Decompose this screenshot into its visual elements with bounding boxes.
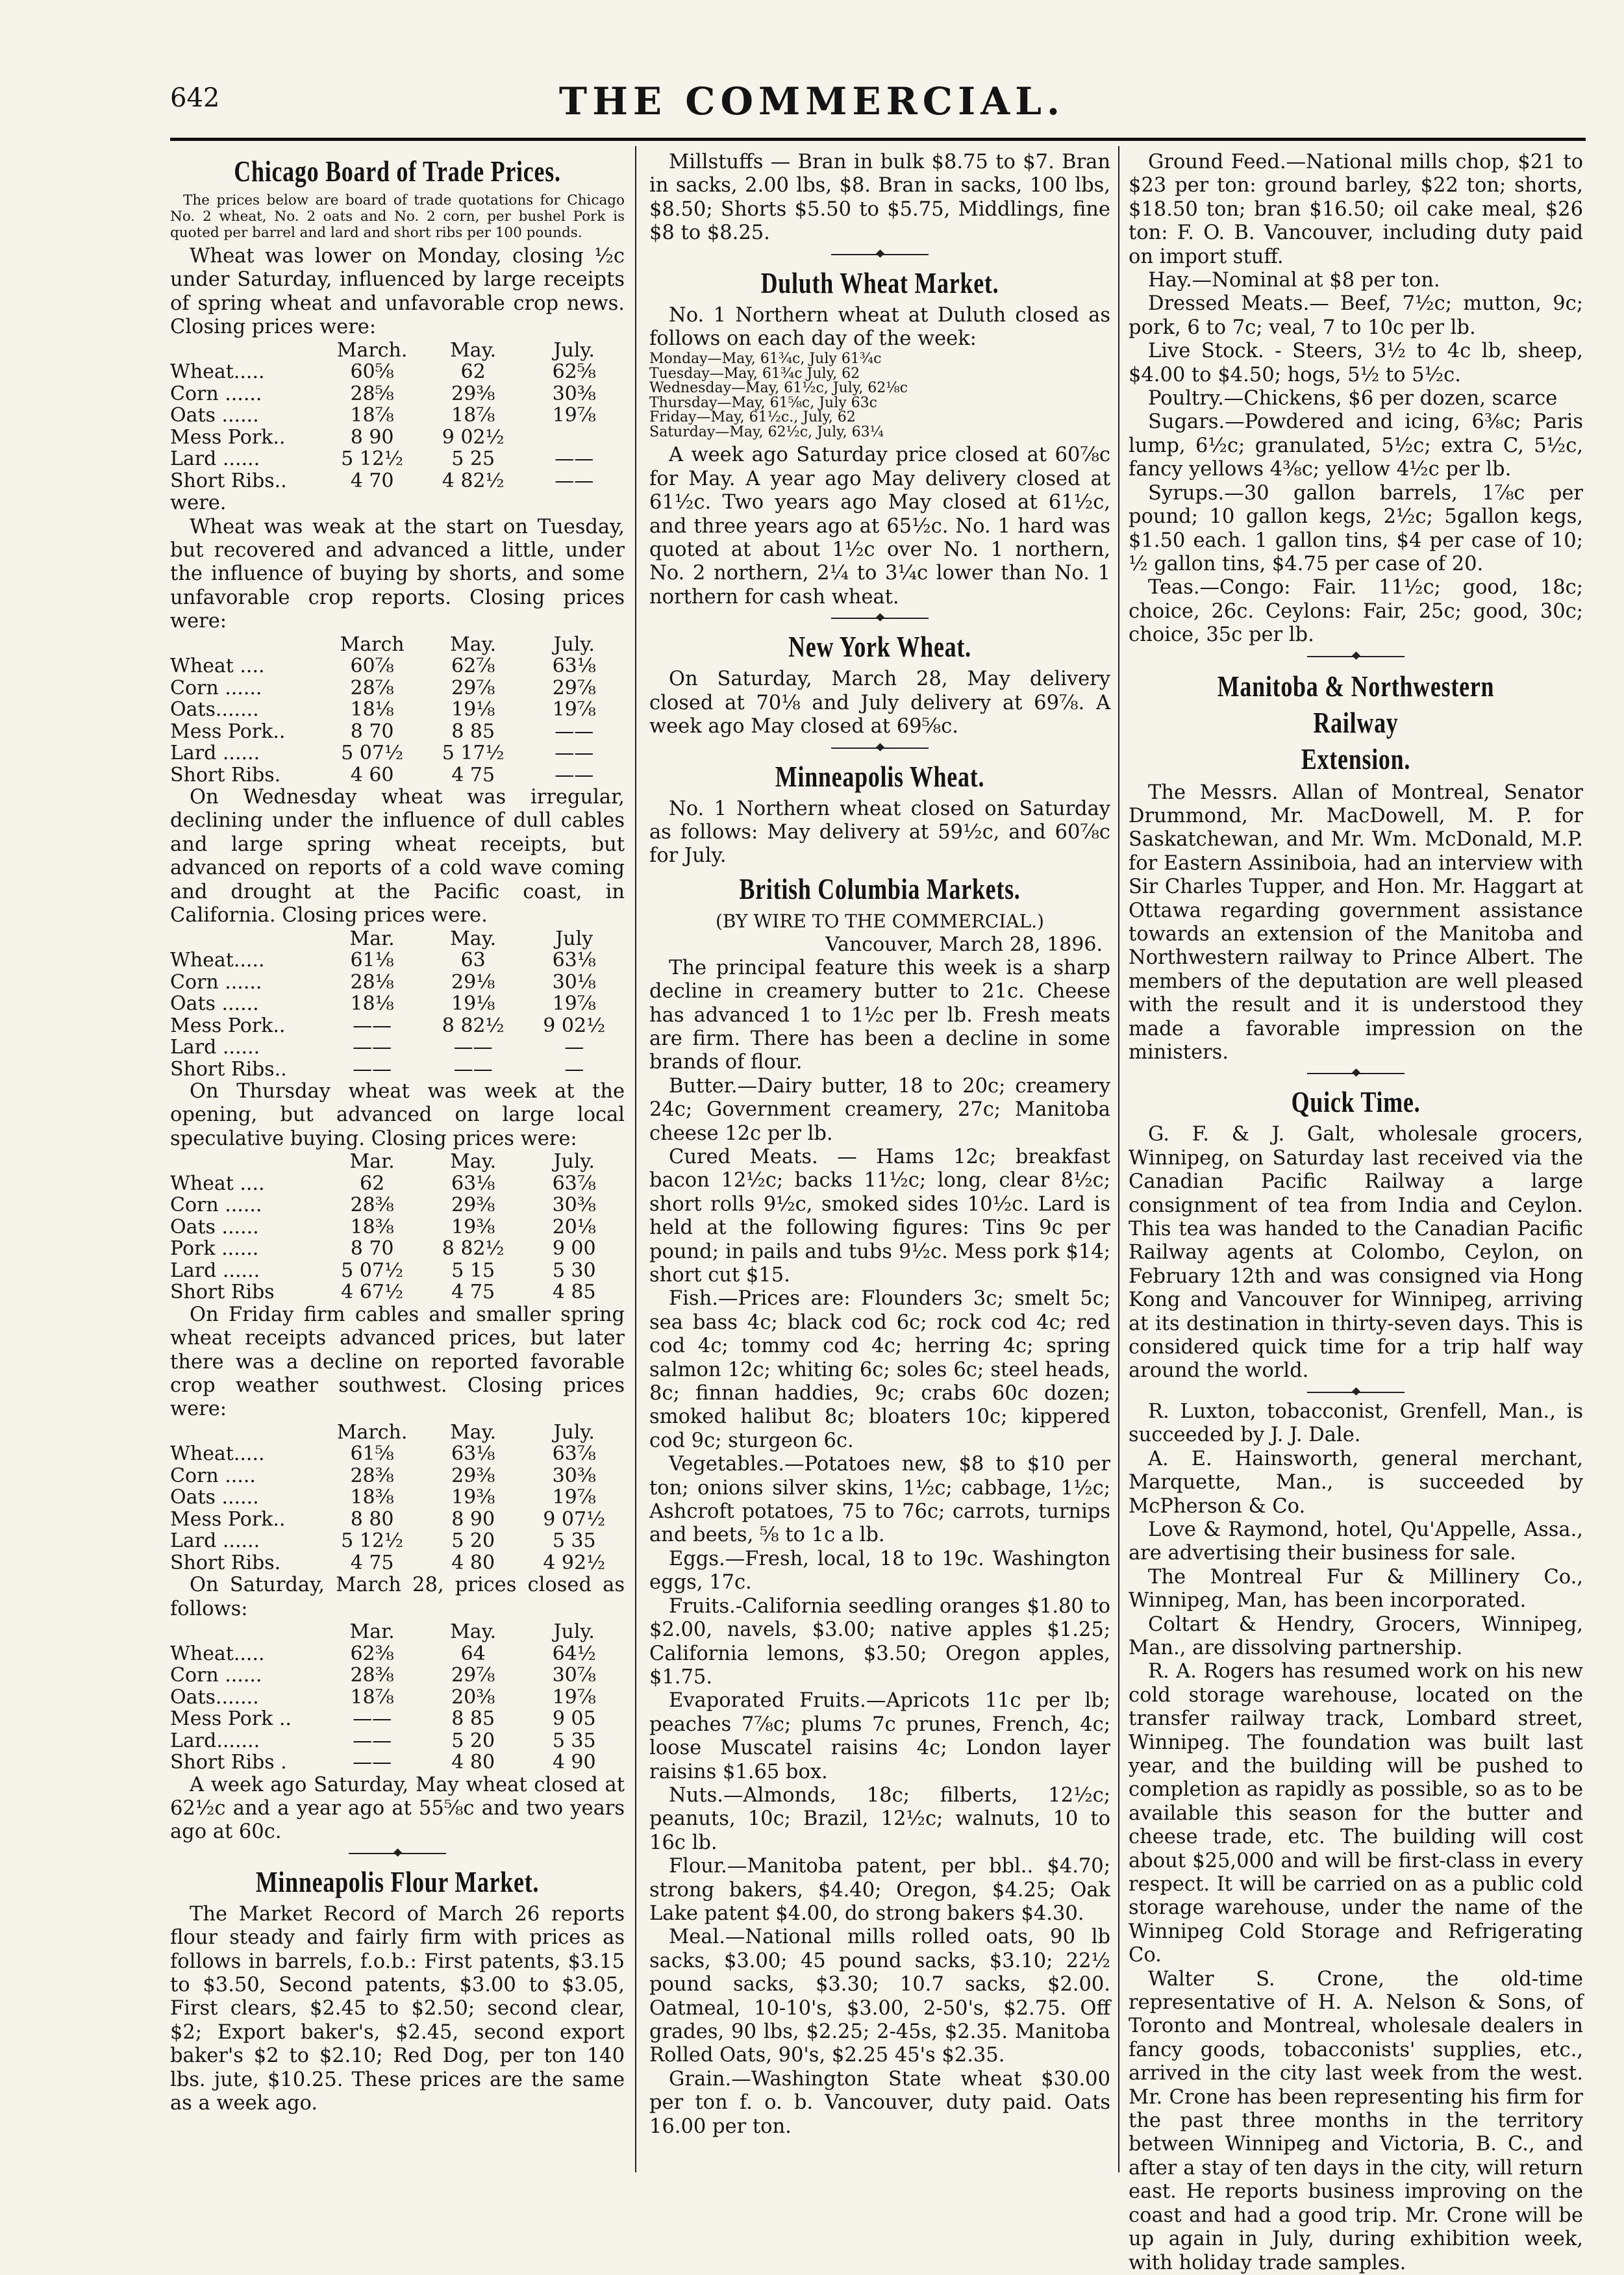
commodity-cell: Lard ...... bbox=[170, 1259, 260, 1282]
trade-notice: The Montreal Fur & Millinery Co., Winnipeg, Man, has been incorporated. bbox=[1129, 1565, 1583, 1613]
price-cell: 62⅞ bbox=[451, 655, 495, 678]
price-cell: 28⅜ bbox=[350, 1194, 394, 1217]
mpls-wheat-heading: Minneapolis Wheat. bbox=[775, 759, 985, 793]
price-cell: May. bbox=[450, 1620, 497, 1644]
commodity-cell: Corn ...... bbox=[170, 970, 262, 994]
trade-notice: R. A. Rogers has resumed work on his new cold storage warehouse, located on the transfer railway track, Lombard street, Winnipeg. The foundation was built last year, and the building will be pushed to completion as rapidly as possible, so as to be available this season for the butter and cheese trade, etc. The building will cost about $25,000 and will be first-class in every respect. It will be carried on as a public cold storage warehouse, under the name of the Winnipeg Cold Storage and Refrigerating Co. bbox=[1129, 1660, 1583, 1967]
price-cell: 62 bbox=[460, 360, 486, 384]
price-cell: 4 70 bbox=[350, 469, 394, 492]
price-cell: 5 12½ bbox=[341, 1529, 404, 1553]
price-cell: —— bbox=[555, 469, 594, 492]
commodity-cell: Oats....... bbox=[170, 1685, 259, 1709]
mpls-flour-body: The Market Record of March 26 reports flour steady and fairly firm with prices as follows in barrels, f.o.b.: First patents, $3.15 to $3.50, Second patents, $3.00 to $3.05, First clears, $2.45 to $2.50; second clear, $2; Export baker's, $2.45, second export baker's $2 to $2.10; Red Dog, per ton 140 lbs. jute, $10.25. These prices are the same as a week ago. bbox=[170, 1902, 625, 2115]
price-cell: 62 bbox=[360, 1172, 385, 1195]
price-cell: May. bbox=[450, 1420, 497, 1444]
price-table-friday bbox=[170, 1422, 625, 1574]
price-cell: 5 07½ bbox=[341, 742, 404, 765]
duluth-body: A week ago Saturday price closed at 60⅞c for May. A year ago May delivery closed at 61½c. Two years ago May closed at 61½c, and three years ago at 65½c. No. 1 hard was quoted at about 1½c over No. 1 northern, No. 2 northern, 2¼ to 3¼c lower than No. 1 northern for cash wheat. bbox=[649, 444, 1110, 609]
price-cell: —— bbox=[353, 1014, 392, 1037]
price-table-row bbox=[170, 993, 625, 1015]
price-cell: May. bbox=[450, 633, 497, 656]
price-cell: 9 00 bbox=[552, 1237, 596, 1261]
mpls-flour-heading: Minneapolis Flour Market. bbox=[255, 1865, 540, 1898]
price-cell: 8 70 bbox=[350, 720, 394, 743]
price-cell: — bbox=[564, 1057, 584, 1081]
price-cell: 63 bbox=[460, 949, 486, 972]
section-separator bbox=[170, 1844, 625, 1861]
price-cell: 30⅞ bbox=[552, 1664, 596, 1687]
price-table-row bbox=[170, 1260, 625, 1282]
commodity-cell: Mess Pork.. bbox=[170, 1507, 286, 1531]
price-cell: 4 80 bbox=[451, 1551, 495, 1574]
manitoba-heading-line1: Manitoba & Northwestern Railway bbox=[1217, 669, 1495, 739]
price-cell: 4 80 bbox=[451, 1751, 495, 1774]
price-cell: 63⅛ bbox=[451, 1172, 495, 1195]
commodity-cell: Oats ...... bbox=[170, 992, 259, 1015]
price-cell: 29⅜ bbox=[451, 1194, 495, 1217]
price-cell: 8 90 bbox=[451, 1507, 495, 1531]
price-cell: 19⅜ bbox=[451, 1486, 495, 1509]
price-cell: 19⅞ bbox=[552, 1486, 596, 1509]
price-table-row bbox=[170, 1238, 625, 1260]
bc-dateline: Vancouver, March 28, 1896. bbox=[825, 933, 1103, 956]
commodity-cell: Short Ribs bbox=[170, 1281, 275, 1304]
price-cell: 5 35 bbox=[552, 1729, 596, 1752]
price-cell: May. bbox=[450, 1150, 497, 1174]
chicago-thursday-text: On Thursday wheat was week at the opening, but advanced on large local speculative buying. Closing prices were: bbox=[170, 1080, 625, 1150]
bc-para: Grain.—Washington State wheat $30.00 per ton f. o. b. Vancouver, duty paid. Oats 16.00 per ton. bbox=[649, 2067, 1110, 2138]
price-table-row bbox=[170, 972, 625, 994]
price-table-row bbox=[170, 1708, 625, 1730]
commodity-cell: Wheat .... bbox=[170, 655, 265, 678]
price-cell: 63⅛ bbox=[451, 1442, 495, 1466]
price-cell: 19⅞ bbox=[552, 992, 596, 1015]
price-cell: 5 30 bbox=[552, 1259, 596, 1282]
trade-notice: Coltart & Hendry, Grocers, Winnipeg, Man., are dissolving partnership. bbox=[1129, 1613, 1583, 1659]
price-table-tuesday bbox=[170, 634, 625, 786]
commodity-cell: Mess Pork.. bbox=[170, 1014, 286, 1037]
price-table-row bbox=[170, 1173, 625, 1195]
price-cell: —— bbox=[453, 1036, 493, 1059]
price-cell: 28⅛ bbox=[350, 970, 394, 994]
price-table-row bbox=[170, 1643, 625, 1665]
commodity-cell: Pork ...... bbox=[170, 1237, 259, 1261]
price-cell: 4 75 bbox=[451, 763, 495, 786]
price-cell: 4 92½ bbox=[543, 1551, 606, 1574]
price-table-thursday bbox=[170, 1151, 625, 1303]
bc-continued: Poultry.—Chickens, $6 per dozen, scarce bbox=[1148, 387, 1558, 410]
price-table-row bbox=[170, 721, 625, 743]
bc-para: Butter.—Dairy butter, 18 to 20c; creamery 24c; Government creamery, 27c; Manitoba cheese 12c per lb. bbox=[649, 1074, 1110, 1145]
price-cell: —— bbox=[453, 1057, 493, 1081]
trade-notice: A. E. Hainsworth, general merchant, Marquette, Man., is succeeded by McPherson & Co. bbox=[1129, 1447, 1583, 1518]
price-cell: —— bbox=[555, 742, 594, 765]
bc-para: The principal feature this week is a sharp decline in creamery butter to 21c. Cheese has advanced 1 to 1½c per lb. Fresh meats are firm. There has been a decline in some brands of flour. bbox=[649, 956, 1110, 1074]
price-cell: 60⅞ bbox=[350, 655, 394, 678]
duluth-heading: Duluth Wheat Market. bbox=[760, 266, 999, 299]
price-table-row bbox=[170, 405, 625, 427]
bc-para: Fish.—Prices are: Flounders 3c; smelt 5c; sea bass 4c; black cod 6c; rock cod 4c; red cod 4c; tommy cod 4c; herring 4c; spring salmon 12c; whiting 6c; soles 6c; steel heads, 8c; finnan haddies, 9c; crabs 60c dozen; smoked halibut 8c; bloaters 10c; kippered cod 9c; sturgeon 6c. bbox=[649, 1287, 1110, 1452]
price-cell: 62⅝ bbox=[552, 360, 596, 384]
quick-time-heading: Quick Time. bbox=[1291, 1085, 1421, 1119]
duluth-day: Monday—May, 61¾c, July 61¾c bbox=[649, 351, 882, 368]
commodity-cell: Short Ribs.. bbox=[170, 1057, 287, 1081]
section-separator bbox=[649, 245, 1110, 262]
price-table-row bbox=[170, 655, 625, 677]
duluth-day: Thursday—May, 61⅝c, July 63c bbox=[649, 394, 877, 411]
commodity-cell bbox=[170, 1621, 321, 1643]
price-table-header bbox=[170, 1621, 625, 1643]
section-separator bbox=[649, 739, 1110, 756]
chicago-tuesday-text: Wheat was weak at the start on Tuesday, but recovered and advanced a little, under the influence of buying by shorts, and some unfavorable crop reports. Closing prices were: bbox=[170, 515, 625, 633]
manitoba-heading bbox=[1179, 668, 1533, 777]
price-table-row bbox=[170, 742, 625, 764]
price-cell: 30⅛ bbox=[552, 970, 596, 994]
price-table-row bbox=[170, 1281, 625, 1303]
price-table-row bbox=[170, 1194, 625, 1216]
price-cell: 28⅜ bbox=[350, 1664, 394, 1687]
column-rule bbox=[1118, 146, 1119, 2172]
price-cell: 64½ bbox=[552, 1642, 596, 1665]
price-cell: 19⅜ bbox=[451, 1215, 495, 1238]
price-cell: July. bbox=[553, 1620, 595, 1644]
section-separator bbox=[649, 609, 1110, 626]
price-cell: July. bbox=[553, 338, 595, 362]
price-cell: 4 60 bbox=[350, 763, 394, 786]
price-table-row bbox=[170, 1530, 625, 1552]
commodity-cell: Lard ...... bbox=[170, 1529, 260, 1553]
price-cell: 20⅜ bbox=[451, 1685, 495, 1709]
trade-notice: Walter S. Crone, the old-time representative of H. A. Nelson & Sons, of Toronto and Montreal, wholesale dealers in fancy goods, tobacconists' supplies, etc., arrived in the city last week from the west. Mr. Crone has been representing his firm for the past three months in the territory between Winnipeg and Victoria, B. C., and after a stay of ten days in the city, will return east. He reports business improving on the coast and had a good trip. Mr. Crone will be up again in July, during exhibition week, with holiday trade samples. bbox=[1129, 1967, 1583, 2274]
duluth-day: Saturday—May, 62½c, July, 63¼ bbox=[649, 423, 884, 440]
column-rule bbox=[635, 146, 636, 2172]
price-cell: —— bbox=[353, 1707, 392, 1731]
price-cell: 64 bbox=[460, 1642, 486, 1665]
commodity-cell bbox=[170, 1422, 321, 1444]
commodity-cell: Wheat..... bbox=[170, 360, 265, 384]
bc-para: Eggs.—Fresh, local, 18 to 19c. Washington eggs, 17c. bbox=[649, 1547, 1110, 1594]
price-cell: 29⅜ bbox=[451, 382, 495, 405]
price-cell: 5 25 bbox=[451, 447, 495, 471]
price-cell: July. bbox=[553, 1150, 595, 1174]
price-cell: 4 85 bbox=[552, 1281, 596, 1304]
millstuffs-text: Millstuffs — Bran in bulk $8.75 to $7. Bran in sacks, 2.00 lbs, $8. Bran in sacks, 100 lbs, $8.50; Shorts $5.50 to $5.75, Middlings, fine $8 to $8.25. bbox=[649, 151, 1110, 245]
price-cell: —— bbox=[353, 1036, 392, 1059]
price-cell: 62⅜ bbox=[350, 1642, 394, 1665]
commodity-cell: Lard ...... bbox=[170, 447, 260, 471]
price-cell: March. bbox=[336, 1420, 408, 1444]
commodity-cell: Short Ribs.. bbox=[170, 469, 287, 492]
duluth-daily-list bbox=[649, 352, 1110, 440]
bc-para: Meal.—National mills rolled oats, 90 lb sacks, $3.00; 45 pound sacks, $3.10; 22½ pound sacks, $3.30; 10.7 sacks, $2.00. Oatmeal, 10-10's, $3.00, 2-50's, $2.75. Off grades, 90 lbs, $2.25; 2-45s, $2.35. Manitoba Rolled Oats, 90's, $2.25 45's $2.35. bbox=[649, 1926, 1110, 2067]
price-cell: Mar. bbox=[349, 927, 395, 950]
price-cell: —— bbox=[555, 447, 594, 471]
price-cell: 8 85 bbox=[451, 1707, 495, 1731]
bc-para: Flour.—Manitoba patent, per bbl.. $4.70; strong bakers, $4.40; Oregon, $4.25; Oak Lake patent $4.00, do strong bakers $4.30. bbox=[649, 1855, 1110, 1925]
section-separator bbox=[1129, 1383, 1583, 1400]
price-cell: 19⅛ bbox=[451, 698, 495, 722]
bc-subheading: (BY WIRE TO THE COMMERCIAL.) bbox=[716, 910, 1044, 932]
price-table-header bbox=[170, 1151, 625, 1173]
price-table-saturday bbox=[170, 1621, 625, 1774]
price-cell: 61⅛ bbox=[350, 949, 394, 972]
bc-heading: British Columbia Markets. bbox=[739, 872, 1021, 905]
duluth-day: Wednesday—May, 61½c, July, 62⅛c bbox=[649, 380, 908, 397]
price-table-row bbox=[170, 448, 625, 470]
price-table-row bbox=[170, 1687, 625, 1709]
price-table-wednesday bbox=[170, 928, 625, 1081]
price-cell: 5 17½ bbox=[442, 742, 505, 765]
bc-continued: Hay.—Nominal at $8 per ton. bbox=[1148, 269, 1440, 292]
price-cell: 28⅞ bbox=[350, 676, 394, 699]
price-cell: 30⅜ bbox=[552, 382, 596, 405]
trade-notice: Love & Raymond, hotel, Qu'Appelle, Assa., are advertising their business for sale. bbox=[1129, 1518, 1583, 1565]
bc-continued: Live Stock. - Steers, 3½ to 4c lb, sheep, $4.00 to $4.50; hogs, 5½ to 5½c. bbox=[1129, 340, 1583, 386]
price-table-row bbox=[170, 1552, 625, 1574]
price-cell: 63⅞ bbox=[552, 1172, 596, 1195]
bc-para: Evaporated Fruits.—Apricots 11c per lb; peaches 7⅞c; plums 7c prunes, French, 4c; loose Muscatel raisins 4c; London layer raisins $1.65 box. bbox=[649, 1689, 1110, 1783]
price-cell: 5 07½ bbox=[341, 1259, 404, 1282]
commodity-cell: Wheat .... bbox=[170, 1172, 265, 1195]
price-cell: — bbox=[564, 1036, 584, 1059]
price-table-row bbox=[170, 764, 625, 786]
bc-continued: Dressed Meats.— Beef, 7½c; mutton, 9c; pork, 6 to 7c; veal, 7 to 10c per lb. bbox=[1129, 292, 1583, 339]
commodity-cell: Wheat..... bbox=[170, 1442, 265, 1466]
price-cell: 5 20 bbox=[451, 1529, 495, 1553]
bc-para: Fruits.-California seedling oranges $1.80 to $2.00, navels, $3.00; native apples $1.25; California lemons, $3.50; Oregon apples, $1.75. bbox=[649, 1594, 1110, 1689]
price-cell: 29⅞ bbox=[552, 676, 596, 699]
price-table-row bbox=[170, 470, 625, 492]
chicago-monday-after: were. bbox=[170, 492, 227, 515]
price-cell: 18⅞ bbox=[350, 404, 394, 427]
price-cell: 4 90 bbox=[552, 1751, 596, 1774]
price-table-row bbox=[170, 383, 625, 405]
commodity-cell: Lard ...... bbox=[170, 742, 260, 765]
chicago-intro: The prices below are board of trade quotations for Chicago No. 2 wheat, No. 2 oats and No. 2 corn, per bushel Pork is quoted per barrel and lard and short ribs per 100 pounds. bbox=[170, 192, 625, 241]
commodity-cell: Lard....... bbox=[170, 1729, 260, 1752]
price-table-header bbox=[170, 1422, 625, 1444]
price-cell: 4 67½ bbox=[341, 1281, 404, 1304]
price-cell: July bbox=[555, 927, 593, 950]
price-cell: 9 02½ bbox=[442, 425, 505, 449]
price-cell: 18⅞ bbox=[350, 1685, 394, 1709]
price-cell: —— bbox=[555, 720, 594, 743]
price-cell: 29⅞ bbox=[451, 1664, 495, 1687]
column-1 bbox=[170, 151, 625, 2115]
price-cell: 18⅛ bbox=[350, 992, 394, 1015]
price-cell: 8 70 bbox=[350, 1237, 394, 1261]
price-cell: Mar. bbox=[349, 1150, 395, 1174]
price-cell bbox=[523, 427, 625, 449]
price-cell: May. bbox=[450, 927, 497, 950]
commodity-cell: Corn ...... bbox=[170, 1664, 262, 1687]
commodity-cell bbox=[170, 1151, 321, 1173]
bc-para: Cured Meats. — Hams 12c; breakfast bacon 12½c; backs 11½c; long, clear 8½c; short rolls 9½c, smoked sides 10½c. Lard is held at the following figures: Tins 9c per pound; in pails and tubs 9½c. Mess pork $14; short cut $15. bbox=[649, 1145, 1110, 1287]
price-cell: 20⅛ bbox=[552, 1215, 596, 1238]
page-number: 642 bbox=[170, 83, 220, 113]
commodity-cell bbox=[170, 928, 321, 950]
commodity-cell: Short Ribs . bbox=[170, 1751, 287, 1774]
price-table-row bbox=[170, 1752, 625, 1774]
price-cell: 61⅝ bbox=[350, 1442, 394, 1466]
bc-continued: Ground Feed.—National mills chop, $21 to $23 per ton: ground barley, $22 ton; shorts, $18.50 ton; bran $16.50; oil cake meal, $26 ton: F. O. B. Vancouver, including duty paid on import stuff. bbox=[1129, 151, 1583, 268]
price-cell: —— bbox=[555, 763, 594, 786]
commodity-cell: Lard ...... bbox=[170, 1036, 260, 1059]
commodity-cell: Oats ...... bbox=[170, 404, 259, 427]
price-cell: July. bbox=[553, 633, 595, 656]
price-cell: 18⅜ bbox=[350, 1486, 394, 1509]
price-cell: 8 90 bbox=[350, 425, 394, 449]
price-cell: March bbox=[340, 633, 405, 656]
section-separator bbox=[1129, 647, 1583, 664]
price-table-monday bbox=[170, 340, 625, 492]
price-cell: 63⅞ bbox=[552, 1442, 596, 1466]
price-cell: 5 20 bbox=[451, 1729, 495, 1752]
commodity-cell: Wheat..... bbox=[170, 1642, 265, 1665]
commodity-cell bbox=[170, 340, 321, 362]
price-table-row bbox=[170, 1730, 625, 1752]
price-table-header bbox=[170, 928, 625, 950]
price-cell: 60⅝ bbox=[350, 360, 394, 384]
price-cell: 30⅜ bbox=[552, 1464, 596, 1487]
commodity-cell: Corn ...... bbox=[170, 676, 262, 699]
bc-continued: Sugars.—Powdered and icing, 6⅜c; Paris lump, 6½c; granulated, 5½c; extra C, 5½c, fancy yellows 4⅜c; yellow 4½c per lb. bbox=[1129, 410, 1583, 481]
price-cell: 8 85 bbox=[451, 720, 495, 743]
chicago-heading: Chicago Board of Trade Prices. bbox=[234, 155, 561, 188]
chicago-wednesday-text: On Wednesday wheat was irregular, declining under the influence of dull cables and large spring wheat receipts, but advanced on reports of a cold wave coming and drought at the Pacific coast, in California. Closing prices were. bbox=[170, 786, 625, 927]
price-cell: 5 15 bbox=[451, 1259, 495, 1282]
price-table-row bbox=[170, 361, 625, 383]
chicago-saturday-text: On Saturday, March 28, prices closed as follows: bbox=[170, 1574, 625, 1620]
quick-time-body: G. F. & J. Galt, wholesale grocers, Winnipeg, on Saturday last received via the Canadian Pacific Railway a large consignment of tea from India and Ceylon. This tea was handed to the Canadian Pacific Railway agents at Colombo, Ceylon, on February 12th and was consigned via Hong Kong and Vancouver for Winnipeg, arriving at its destination in thirty-seven days. This is considered quick time for a trip half way around the world. bbox=[1129, 1123, 1583, 1383]
commodity-cell: Mess Pork.. bbox=[170, 720, 286, 743]
price-table-row bbox=[170, 1665, 625, 1687]
column-2 bbox=[649, 151, 1110, 2139]
commodity-cell: Mess Pork .. bbox=[170, 1707, 292, 1731]
price-table-row bbox=[170, 427, 625, 449]
price-cell: Mar. bbox=[349, 1620, 395, 1644]
price-table-row bbox=[170, 1059, 625, 1081]
price-table-row bbox=[170, 949, 625, 972]
duluth-day: Tuesday—May, 61¾c July, 62 bbox=[649, 365, 860, 382]
price-cell: —— bbox=[353, 1057, 392, 1081]
price-table-row bbox=[170, 1443, 625, 1465]
price-cell: —— bbox=[353, 1729, 392, 1752]
price-table-header bbox=[170, 340, 625, 362]
commodity-cell: Oats ...... bbox=[170, 1215, 259, 1238]
duluth-intro: No. 1 Northern wheat at Duluth closed as follows on each day of the week: bbox=[649, 303, 1110, 351]
price-cell: 63⅛ bbox=[552, 655, 596, 678]
chicago-friday-text: On Friday firm cables and smaller spring wheat receipts advanced prices, but later there was a decline on reported favorable crop weather southwest. Closing prices were: bbox=[170, 1303, 625, 1421]
manitoba-body: The Messrs. Allan of Montreal, Senator Drummond, Mr. MacDowell, M. P. for Saskatchewan, and Mr. Wm. McDonald, M.P. for Eastern Assiniboia, had an interview with Sir Charles Tupper, and Hon. Mr. Haggart at Ottawa regarding government assistance towards an extension of the Manitoba and Northwestern railway to Prince Albert. The members of the deputation are well pleased with the result and it is understood they made a favorable impression on the ministers. bbox=[1129, 781, 1583, 1064]
commodity-cell: Corn ..... bbox=[170, 1464, 256, 1487]
commodity-cell: Wheat..... bbox=[170, 949, 265, 972]
section-separator bbox=[1129, 1064, 1583, 1081]
price-cell: July. bbox=[553, 1420, 595, 1444]
duluth-day: Friday—May, 61½c., July, 62 bbox=[649, 409, 856, 426]
commodity-cell: Oats....... bbox=[170, 698, 259, 722]
price-cell: 19⅛ bbox=[451, 992, 495, 1015]
price-cell: 29⅜ bbox=[451, 1464, 495, 1487]
price-table-row bbox=[170, 677, 625, 699]
ny-body: On Saturday, March 28, May delivery closed at 70⅛ and July delivery at 69⅞. A week ago May closed at 69⅝c. bbox=[649, 668, 1110, 738]
price-cell: 5 35 bbox=[552, 1529, 596, 1553]
price-cell: 19⅞ bbox=[552, 698, 596, 722]
price-cell: —— bbox=[353, 1751, 392, 1774]
commodity-cell: Short Ribs. bbox=[170, 763, 281, 786]
commodity-cell: Mess Pork.. bbox=[170, 425, 286, 449]
price-cell: 19⅞ bbox=[552, 404, 596, 427]
commodity-cell: Corn ...... bbox=[170, 1194, 262, 1217]
bc-continued: Teas.—Congo: Fair. 11½c; good, 18c; choice, 26c. Ceylons: Fair, 25c; good, 30c; choice, 35c per lb. bbox=[1129, 576, 1583, 647]
masthead: THE COMMERCIAL. bbox=[558, 79, 1066, 123]
price-cell: 8 82½ bbox=[442, 1014, 505, 1037]
price-cell: 29⅛ bbox=[451, 970, 495, 994]
price-table-row bbox=[170, 1015, 625, 1037]
price-cell: 9 02½ bbox=[543, 1014, 606, 1037]
column-3 bbox=[1129, 151, 1583, 2275]
chicago-closing: A week ago Saturday, May wheat closed at 62½c and a year ago at 55⅝c and two years ago at 60c. bbox=[170, 1773, 625, 1844]
price-table-row bbox=[170, 1037, 625, 1059]
price-cell: 8 80 bbox=[350, 1507, 394, 1531]
price-cell: 18⅛ bbox=[350, 698, 394, 722]
ny-heading: New York Wheat. bbox=[788, 630, 971, 664]
price-cell: 29⅞ bbox=[451, 676, 495, 699]
price-cell: May. bbox=[450, 338, 497, 362]
price-cell: 28⅜ bbox=[350, 1464, 394, 1487]
commodity-cell: Oats ...... bbox=[170, 1486, 259, 1509]
commodity-cell: Short Ribs. bbox=[170, 1551, 281, 1574]
price-cell: 63⅛ bbox=[552, 949, 596, 972]
price-cell: 9 05 bbox=[552, 1707, 596, 1731]
price-cell: 4 82½ bbox=[442, 469, 505, 492]
price-table-row bbox=[170, 1216, 625, 1238]
chicago-monday-text: Wheat was lower on Monday, closing ½c under Saturday, influenced by large receipts of spring wheat and unfavorable crop news. Closing prices were: bbox=[170, 245, 625, 339]
price-table-header bbox=[170, 634, 625, 656]
price-cell: 4 75 bbox=[451, 1281, 495, 1304]
price-cell: 4 75 bbox=[350, 1551, 394, 1574]
price-cell: 5 12½ bbox=[341, 447, 404, 471]
trade-notice: R. Luxton, tobacconist, Grenfell, Man., is succeeded by J. J. Dale. bbox=[1129, 1400, 1583, 1447]
commodity-cell bbox=[170, 634, 321, 656]
mpls-wheat-body: No. 1 Northern wheat closed on Saturday as follows: May delivery at 59½c, and 60⅞c for July. bbox=[649, 797, 1110, 868]
price-cell: 18⅜ bbox=[350, 1215, 394, 1238]
commodity-cell: Corn ...... bbox=[170, 382, 262, 405]
price-table-row bbox=[170, 699, 625, 721]
price-table-row bbox=[170, 1487, 625, 1509]
bc-para: Nuts.—Almonds, 18c; filberts, 12½c; peanuts, 10c; Brazil, 12½c; walnuts, 10 to 16c lb. bbox=[649, 1783, 1110, 1854]
price-cell: 8 82½ bbox=[442, 1237, 505, 1261]
bc-continued: Syrups.—30 gallon barrels, 1⅞c per pound; 10 gallon kegs, 2½c; 5gallon kegs, $1.50 each. 1 gallon tins, $4 per case of 10; ½ gallon tins, $4.75 per case of 20. bbox=[1129, 481, 1583, 575]
manitoba-heading-line2: Extension. bbox=[1301, 742, 1411, 775]
bc-para: Vegetables.—Potatoes new, $8 to $10 per ton; onions silver skins, 1½c; cabbage, 1½c; Ashcroft potatoes, 75 to 76c; carrots, turnips and beets, ⅝ to 1c a lb. bbox=[649, 1453, 1110, 1547]
price-cell: 19⅞ bbox=[552, 1685, 596, 1709]
price-table-row bbox=[170, 1509, 625, 1531]
masthead-rule bbox=[170, 138, 1586, 141]
price-cell: 28⅝ bbox=[350, 382, 394, 405]
price-table-row bbox=[170, 1465, 625, 1487]
price-cell: 9 07½ bbox=[543, 1507, 606, 1531]
price-cell: 30⅜ bbox=[552, 1194, 596, 1217]
price-cell: 18⅞ bbox=[451, 404, 495, 427]
price-cell: March. bbox=[336, 338, 408, 362]
